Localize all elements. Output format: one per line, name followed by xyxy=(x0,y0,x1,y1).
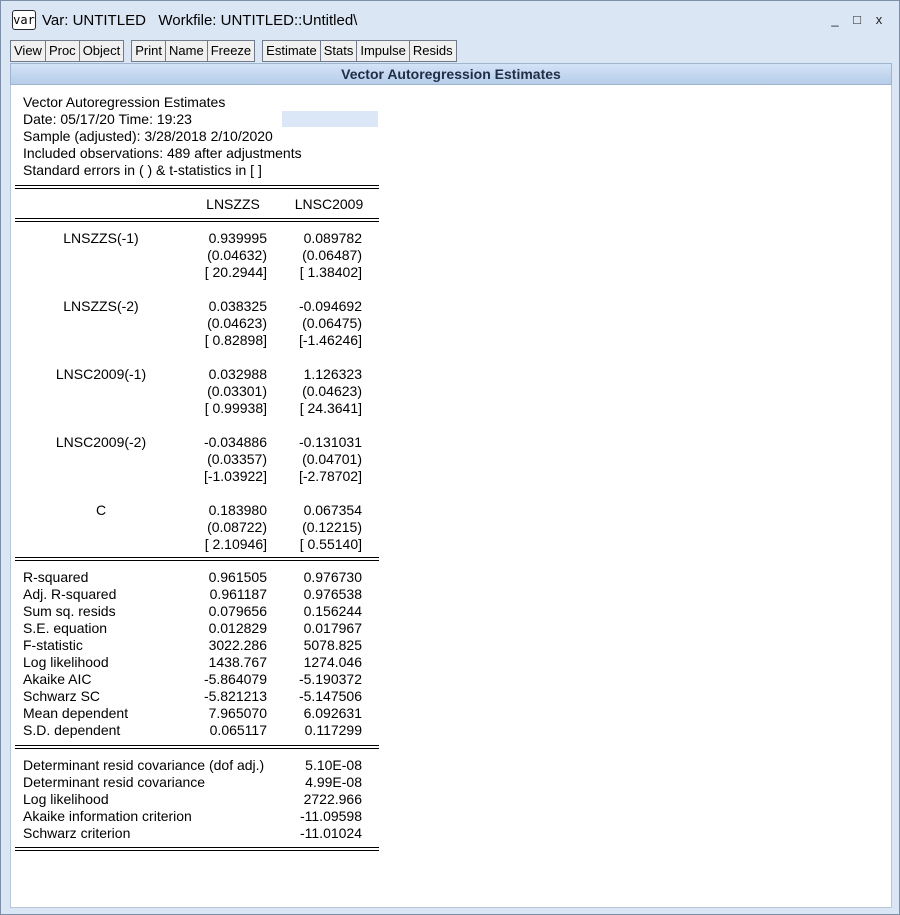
coefficient-cell: (0.04701) xyxy=(302,451,362,467)
object-button[interactable]: Object xyxy=(79,40,125,62)
estimate-button[interactable]: Estimate xyxy=(262,40,321,62)
freeze-button[interactable]: Freeze xyxy=(207,40,255,62)
coefficient-cell: (0.12215) xyxy=(302,519,362,535)
proc-button[interactable]: Proc xyxy=(45,40,80,62)
system-stat-label: Determinant resid covariance (dof adj.) xyxy=(23,757,265,773)
coefficient-cell: [ 2.10946] xyxy=(204,536,267,552)
stat-label: Adj. R-squared xyxy=(23,586,117,602)
coefficient-label: LNSZZS(-1) xyxy=(63,230,139,246)
coefficient-cell: [ 0.99938] xyxy=(204,400,267,416)
output-date: Date: 05/17/20 Time: 19:23 xyxy=(23,111,192,127)
coefficient-cell: [ 1.38402] xyxy=(299,264,362,280)
window-title: Var: UNTITLED Workfile: UNTITLED::Untitled\ xyxy=(42,11,358,29)
system-stat-label: Akaike information criterion xyxy=(23,808,192,824)
output-sample: Sample (adjusted): 3/28/2018 2/10/2020 xyxy=(23,128,273,144)
coefficient-cell: (0.03301) xyxy=(207,383,267,399)
column-header: LNSC2009 xyxy=(294,196,364,212)
table-divider xyxy=(15,557,379,561)
coefficient-cell: (0.04623) xyxy=(302,383,362,399)
stat-label: Schwarz SC xyxy=(23,688,101,704)
table-divider xyxy=(15,218,379,222)
stat-label: S.E. equation xyxy=(23,620,108,636)
resids-button[interactable]: Resids xyxy=(409,40,457,62)
name-button[interactable]: Name xyxy=(165,40,208,62)
stat-value: -5.147506 xyxy=(298,688,362,704)
stat-value: 0.961187 xyxy=(209,586,267,602)
stats-button[interactable]: Stats xyxy=(320,40,358,62)
coefficient-cell: [ 0.82898] xyxy=(204,332,267,348)
stat-value: -5.821213 xyxy=(203,688,267,704)
coefficient-cell: 0.089782 xyxy=(303,230,362,246)
estimation-output[interactable] xyxy=(10,85,892,908)
stat-value: 5078.825 xyxy=(303,637,362,653)
coefficient-cell: (0.04623) xyxy=(207,315,267,331)
system-stat-label: Schwarz criterion xyxy=(23,825,131,841)
stat-value: 0.976538 xyxy=(303,586,362,602)
stat-value: 0.117299 xyxy=(304,722,362,738)
system-stat-label: Log likelihood xyxy=(23,791,109,807)
window-controls xyxy=(829,11,885,29)
coefficient-cell: (0.06475) xyxy=(302,315,362,331)
coefficient-cell: (0.08722) xyxy=(207,519,267,535)
coefficient-cell: [-1.46246] xyxy=(298,332,362,348)
stat-label: Sum sq. resids xyxy=(23,603,116,619)
coefficient-cell: [-1.03922] xyxy=(203,468,267,484)
coefficient-cell: 1.126323 xyxy=(303,366,362,382)
output-title: Vector Autoregression Estimates xyxy=(23,94,226,110)
system-stat-value: 5.10E-08 xyxy=(305,757,362,773)
maximize-icon[interactable]: □ xyxy=(853,12,861,27)
stat-value: 0.012829 xyxy=(208,620,267,636)
view-button[interactable]: View xyxy=(10,40,46,62)
stat-value: 0.961505 xyxy=(208,569,267,585)
coefficient-label: LNSC2009(-2) xyxy=(55,434,147,450)
var-icon[interactable]: var xyxy=(12,10,36,30)
stat-label: R-squared xyxy=(23,569,89,585)
coefficient-cell: 0.067354 xyxy=(303,502,362,518)
coefficient-label: LNSZZS(-2) xyxy=(63,298,139,314)
output-observations: Included observations: 489 after adjustments xyxy=(23,145,302,161)
stat-value: 0.976730 xyxy=(303,569,362,585)
coefficient-cell: 0.038325 xyxy=(208,298,267,314)
coefficient-cell: (0.03357) xyxy=(207,451,267,467)
stat-value: 0.017967 xyxy=(303,620,362,636)
stat-label: S.D. dependent xyxy=(23,722,121,738)
system-stat-label: Determinant resid covariance xyxy=(23,774,206,790)
stat-value: 1438.767 xyxy=(208,654,267,670)
coefficient-cell: 0.183980 xyxy=(208,502,267,518)
coefficient-cell: [-2.78702] xyxy=(298,468,362,484)
minimize-icon[interactable]: _ xyxy=(831,12,839,27)
coefficient-label: LNSC2009(-1) xyxy=(55,366,147,382)
title-bar[interactable] xyxy=(1,1,899,39)
coefficient-cell: -0.131031 xyxy=(298,434,362,450)
impulse-button[interactable]: Impulse xyxy=(356,40,410,62)
coefficient-cell: [ 20.2944] xyxy=(204,264,267,280)
close-icon[interactable]: x xyxy=(875,12,883,27)
toolbar xyxy=(10,40,456,62)
stat-value: 7.965070 xyxy=(208,705,267,721)
stat-value: 1274.046 xyxy=(303,654,362,670)
stat-label: Log likelihood xyxy=(23,654,109,670)
coefficient-cell: -0.034886 xyxy=(203,434,267,450)
table-divider xyxy=(15,185,379,189)
system-stat-value: -11.09598 xyxy=(299,808,362,824)
coefficient-label: C xyxy=(95,502,107,518)
output-note: Standard errors in ( ) & t-statistics in [ ] xyxy=(23,162,262,178)
stat-label: F-statistic xyxy=(23,637,83,653)
coefficient-cell: 0.032988 xyxy=(208,366,267,382)
system-stat-value: 4.99E-08 xyxy=(305,774,362,790)
coefficient-cell: [ 0.55140] xyxy=(299,536,362,552)
stat-label: Akaike AIC xyxy=(23,671,92,687)
stat-value: 0.065117 xyxy=(209,722,267,738)
table-divider xyxy=(15,847,379,851)
system-stat-value: 2722.966 xyxy=(303,791,362,807)
print-button[interactable]: Print xyxy=(131,40,166,62)
coefficient-cell: 0.939995 xyxy=(208,230,267,246)
table-divider xyxy=(15,745,379,749)
coefficient-cell: [ 24.3641] xyxy=(299,400,362,416)
stat-value: 0.156244 xyxy=(303,603,362,619)
stat-value: 6.092631 xyxy=(303,705,362,721)
stat-value: -5.190372 xyxy=(298,671,362,687)
system-stat-value: -11.01024 xyxy=(299,825,362,841)
coefficient-cell: (0.04632) xyxy=(207,247,267,263)
stat-value: -5.864079 xyxy=(203,671,267,687)
stat-value: 0.079656 xyxy=(208,603,267,619)
stat-label: Mean dependent xyxy=(23,705,129,721)
output-banner: Vector Autoregression Estimates xyxy=(10,63,892,85)
stat-value: 3022.286 xyxy=(208,637,267,653)
coefficient-cell: -0.094692 xyxy=(298,298,362,314)
column-header: LNSZZS xyxy=(206,196,260,212)
coefficient-cell: (0.06487) xyxy=(302,247,362,263)
selection-highlight xyxy=(282,111,378,127)
